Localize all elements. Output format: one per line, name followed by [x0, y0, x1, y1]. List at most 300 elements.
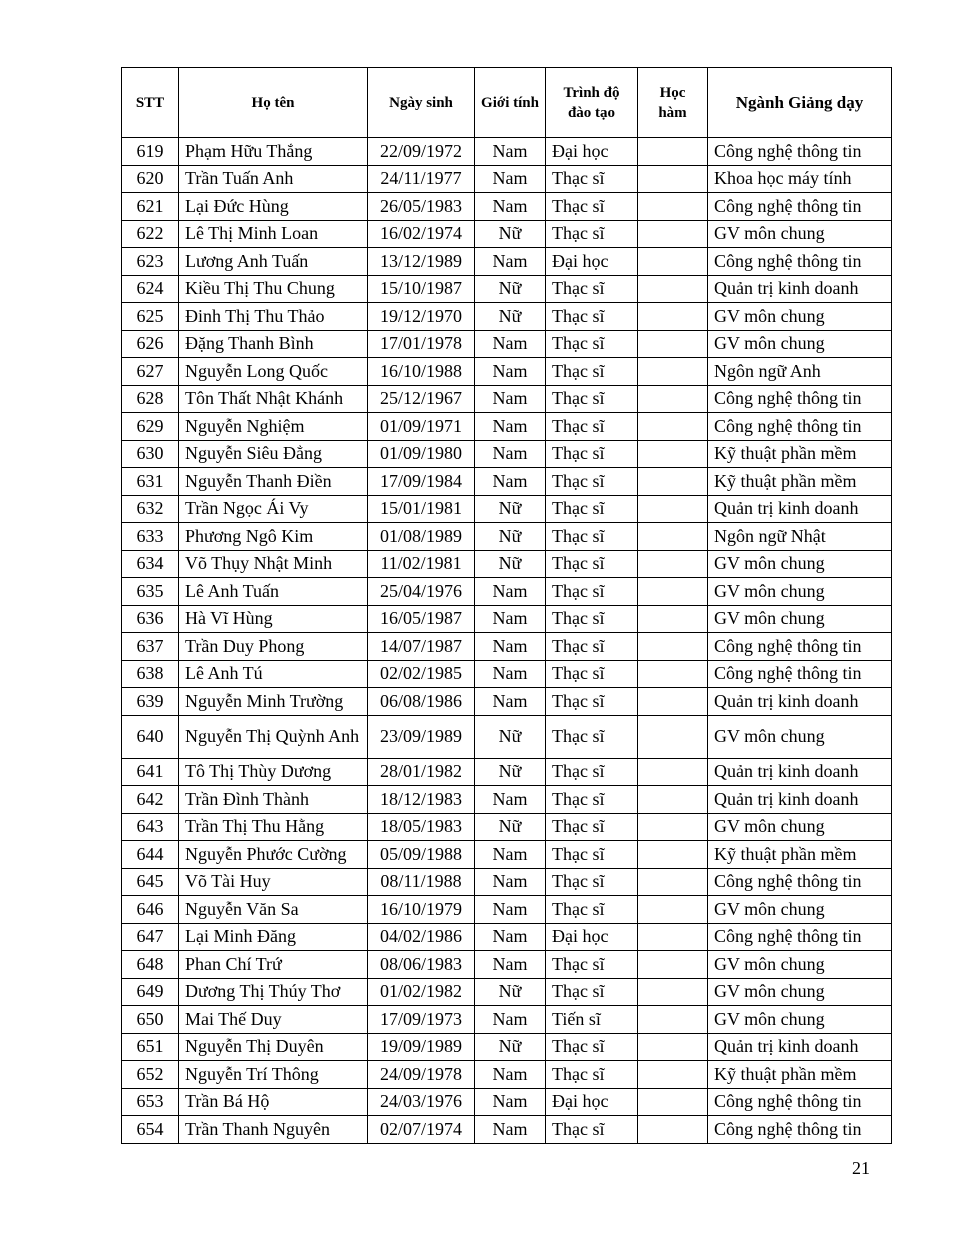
- cell-academic-title: [638, 468, 708, 496]
- cell-major: Công nghệ thông tin: [708, 385, 892, 413]
- cell-dob: 14/07/1987: [368, 633, 475, 661]
- cell-stt: 643: [122, 813, 179, 841]
- table-row: [122, 1061, 892, 1089]
- staff-table: [121, 67, 892, 1144]
- cell-dob: 08/11/1988: [368, 868, 475, 896]
- cell-degree: Thạc sĩ: [546, 951, 638, 979]
- cell-stt: 650: [122, 1006, 179, 1034]
- cell-gender: Nam: [475, 440, 546, 468]
- cell-dob: 06/08/1986: [368, 688, 475, 716]
- cell-dob: 11/02/1981: [368, 550, 475, 578]
- table-row: [122, 220, 892, 248]
- cell-degree: Thạc sĩ: [546, 413, 638, 441]
- cell-gender: Nam: [475, 1088, 546, 1116]
- cell-name: Lương Anh Tuấn: [179, 248, 368, 276]
- cell-gender: Nam: [475, 1116, 546, 1144]
- cell-degree: Thạc sĩ: [546, 220, 638, 248]
- cell-academic-title: [638, 330, 708, 358]
- cell-major: Quản trị kinh doanh: [708, 275, 892, 303]
- cell-stt: 634: [122, 550, 179, 578]
- header-row: [122, 68, 892, 138]
- cell-stt: 630: [122, 440, 179, 468]
- cell-academic-title: [638, 688, 708, 716]
- cell-gender: Nữ: [475, 758, 546, 786]
- cell-major: GV môn chung: [708, 1006, 892, 1034]
- cell-dob: 15/10/1987: [368, 275, 475, 303]
- cell-name: Trần Thanh Nguyên: [179, 1116, 368, 1144]
- cell-academic-title: [638, 165, 708, 193]
- table-row: [122, 978, 892, 1006]
- cell-major: Công nghệ thông tin: [708, 1088, 892, 1116]
- cell-degree: Thạc sĩ: [546, 1116, 638, 1144]
- table-row: [122, 413, 892, 441]
- cell-gender: Nam: [475, 688, 546, 716]
- cell-stt: 638: [122, 660, 179, 688]
- cell-stt: 644: [122, 841, 179, 869]
- cell-stt: 649: [122, 978, 179, 1006]
- cell-academic-title: [638, 275, 708, 303]
- table-row: [122, 605, 892, 633]
- cell-stt: 625: [122, 303, 179, 331]
- header-dob: Ngày sinh: [368, 68, 475, 138]
- cell-name: Nguyễn Long Quốc: [179, 358, 368, 386]
- cell-stt: 653: [122, 1088, 179, 1116]
- cell-gender: Nam: [475, 896, 546, 924]
- cell-degree: Tiến sĩ: [546, 1006, 638, 1034]
- cell-stt: 627: [122, 358, 179, 386]
- cell-gender: Nam: [475, 1006, 546, 1034]
- cell-name: Tô Thị Thùy Dương: [179, 758, 368, 786]
- cell-degree: Thạc sĩ: [546, 660, 638, 688]
- cell-stt: 636: [122, 605, 179, 633]
- cell-academic-title: [638, 303, 708, 331]
- cell-name: Nguyễn Thị Quỳnh Anh: [179, 715, 368, 758]
- cell-name: Kiều Thị Thu Chung: [179, 275, 368, 303]
- cell-major: Công nghệ thông tin: [708, 413, 892, 441]
- cell-dob: 18/05/1983: [368, 813, 475, 841]
- cell-name: Phan Chí Trứ: [179, 951, 368, 979]
- header-degree: Trình độ đào tạo: [546, 68, 638, 138]
- table-body: [122, 138, 892, 1144]
- header-stt: STT: [122, 68, 179, 138]
- cell-dob: 19/12/1970: [368, 303, 475, 331]
- cell-degree: Thạc sĩ: [546, 303, 638, 331]
- cell-degree: Thạc sĩ: [546, 786, 638, 814]
- cell-academic-title: [638, 978, 708, 1006]
- cell-gender: Nam: [475, 248, 546, 276]
- cell-academic-title: [638, 841, 708, 869]
- table-row: [122, 813, 892, 841]
- cell-dob: 24/11/1977: [368, 165, 475, 193]
- table-row: [122, 1116, 892, 1144]
- cell-major: Khoa học máy tính: [708, 165, 892, 193]
- table-header: [122, 68, 892, 138]
- cell-gender: Nam: [475, 358, 546, 386]
- cell-gender: Nữ: [475, 495, 546, 523]
- cell-academic-title: [638, 951, 708, 979]
- cell-major: GV môn chung: [708, 813, 892, 841]
- cell-major: Kỹ thuật phần mềm: [708, 440, 892, 468]
- cell-name: Nguyễn Trí Thông: [179, 1061, 368, 1089]
- table-row: [122, 275, 892, 303]
- cell-stt: 640: [122, 715, 179, 758]
- cell-academic-title: [638, 440, 708, 468]
- cell-gender: Nữ: [475, 715, 546, 758]
- cell-gender: Nam: [475, 660, 546, 688]
- cell-degree: Thạc sĩ: [546, 841, 638, 869]
- cell-gender: Nữ: [475, 303, 546, 331]
- cell-academic-title: [638, 523, 708, 551]
- cell-stt: 645: [122, 868, 179, 896]
- cell-name: Lê Anh Tuấn: [179, 578, 368, 606]
- cell-name: Mai Thế Duy: [179, 1006, 368, 1034]
- cell-major: GV môn chung: [708, 715, 892, 758]
- table-row: [122, 1033, 892, 1061]
- cell-stt: 626: [122, 330, 179, 358]
- cell-dob: 01/09/1971: [368, 413, 475, 441]
- cell-academic-title: [638, 1088, 708, 1116]
- cell-major: GV môn chung: [708, 951, 892, 979]
- table-row: [122, 688, 892, 716]
- cell-degree: Thạc sĩ: [546, 495, 638, 523]
- cell-dob: 01/08/1989: [368, 523, 475, 551]
- cell-degree: Đại học: [546, 248, 638, 276]
- page-number: 21: [852, 1158, 870, 1178]
- cell-dob: 02/07/1974: [368, 1116, 475, 1144]
- cell-name: Lê Anh Tú: [179, 660, 368, 688]
- cell-dob: 24/03/1976: [368, 1088, 475, 1116]
- table-row: [122, 660, 892, 688]
- cell-name: Hà Vĩ Hùng: [179, 605, 368, 633]
- cell-dob: 25/12/1967: [368, 385, 475, 413]
- cell-gender: Nam: [475, 951, 546, 979]
- cell-gender: Nam: [475, 578, 546, 606]
- cell-academic-title: [638, 605, 708, 633]
- cell-gender: Nam: [475, 786, 546, 814]
- cell-dob: 17/09/1973: [368, 1006, 475, 1034]
- cell-name: Lại Đức Hùng: [179, 193, 368, 221]
- cell-major: GV môn chung: [708, 605, 892, 633]
- cell-dob: 26/05/1983: [368, 193, 475, 221]
- cell-gender: Nữ: [475, 1033, 546, 1061]
- cell-major: Kỹ thuật phần mềm: [708, 1061, 892, 1089]
- cell-degree: Thạc sĩ: [546, 978, 638, 1006]
- cell-gender: Nam: [475, 923, 546, 951]
- cell-gender: Nam: [475, 413, 546, 441]
- cell-name: Võ Tài Huy: [179, 868, 368, 896]
- cell-stt: 642: [122, 786, 179, 814]
- table-row: [122, 303, 892, 331]
- cell-dob: 08/06/1983: [368, 951, 475, 979]
- cell-stt: 624: [122, 275, 179, 303]
- cell-academic-title: [638, 220, 708, 248]
- cell-dob: 13/12/1989: [368, 248, 475, 276]
- table-row: [122, 923, 892, 951]
- cell-major: Quản trị kinh doanh: [708, 758, 892, 786]
- cell-academic-title: [638, 786, 708, 814]
- cell-academic-title: [638, 923, 708, 951]
- cell-degree: Thạc sĩ: [546, 358, 638, 386]
- cell-stt: 654: [122, 1116, 179, 1144]
- cell-major: Quản trị kinh doanh: [708, 786, 892, 814]
- table-row: [122, 1088, 892, 1116]
- cell-stt: 621: [122, 193, 179, 221]
- cell-degree: Thạc sĩ: [546, 193, 638, 221]
- cell-degree: Thạc sĩ: [546, 275, 638, 303]
- cell-academic-title: [638, 813, 708, 841]
- cell-major: GV môn chung: [708, 303, 892, 331]
- cell-dob: 17/09/1984: [368, 468, 475, 496]
- cell-academic-title: [638, 715, 708, 758]
- cell-gender: Nữ: [475, 978, 546, 1006]
- cell-degree: Thạc sĩ: [546, 440, 638, 468]
- cell-gender: Nam: [475, 193, 546, 221]
- cell-major: Công nghệ thông tin: [708, 923, 892, 951]
- cell-degree: Thạc sĩ: [546, 896, 638, 924]
- cell-academic-title: [638, 868, 708, 896]
- cell-name: Võ Thụy Nhật Minh: [179, 550, 368, 578]
- cell-stt: 629: [122, 413, 179, 441]
- cell-dob: 19/09/1989: [368, 1033, 475, 1061]
- cell-gender: Nam: [475, 868, 546, 896]
- cell-name: Lại Minh Đăng: [179, 923, 368, 951]
- cell-academic-title: [638, 1116, 708, 1144]
- cell-name: Nguyễn Phước Cường: [179, 841, 368, 869]
- table-row: [122, 578, 892, 606]
- cell-name: Trần Ngọc Ái Vy: [179, 495, 368, 523]
- cell-dob: 23/09/1989: [368, 715, 475, 758]
- table-row: [122, 786, 892, 814]
- cell-stt: 633: [122, 523, 179, 551]
- cell-gender: Nữ: [475, 220, 546, 248]
- cell-gender: Nữ: [475, 523, 546, 551]
- cell-stt: 619: [122, 138, 179, 166]
- table-row: [122, 495, 892, 523]
- cell-degree: Thạc sĩ: [546, 330, 638, 358]
- cell-academic-title: [638, 413, 708, 441]
- cell-stt: 646: [122, 896, 179, 924]
- cell-gender: Nữ: [475, 275, 546, 303]
- cell-name: Phạm Hữu Thắng: [179, 138, 368, 166]
- cell-stt: 628: [122, 385, 179, 413]
- cell-name: Nguyễn Văn Sa: [179, 896, 368, 924]
- cell-degree: Thạc sĩ: [546, 165, 638, 193]
- cell-name: Nguyễn Thị Duyên: [179, 1033, 368, 1061]
- cell-gender: Nữ: [475, 550, 546, 578]
- cell-academic-title: [638, 495, 708, 523]
- cell-stt: 637: [122, 633, 179, 661]
- cell-dob: 01/02/1982: [368, 978, 475, 1006]
- cell-academic-title: [638, 1061, 708, 1089]
- cell-gender: Nam: [475, 138, 546, 166]
- cell-major: GV môn chung: [708, 220, 892, 248]
- cell-dob: 16/10/1979: [368, 896, 475, 924]
- cell-major: Quản trị kinh doanh: [708, 495, 892, 523]
- cell-gender: Nữ: [475, 813, 546, 841]
- table-row: [122, 330, 892, 358]
- cell-gender: Nam: [475, 385, 546, 413]
- cell-academic-title: [638, 550, 708, 578]
- cell-academic-title: [638, 138, 708, 166]
- cell-gender: Nam: [475, 633, 546, 661]
- table-row: [122, 440, 892, 468]
- table-row: [122, 468, 892, 496]
- table-row: [122, 385, 892, 413]
- table-row: [122, 951, 892, 979]
- table-row: [122, 165, 892, 193]
- table-row: [122, 868, 892, 896]
- cell-stt: 631: [122, 468, 179, 496]
- cell-degree: Đại học: [546, 923, 638, 951]
- table-row: [122, 358, 892, 386]
- cell-major: Công nghệ thông tin: [708, 1116, 892, 1144]
- cell-degree: Thạc sĩ: [546, 1033, 638, 1061]
- header-gender: Giới tính: [475, 68, 546, 138]
- cell-major: GV môn chung: [708, 896, 892, 924]
- table-row: [122, 633, 892, 661]
- cell-major: Công nghệ thông tin: [708, 633, 892, 661]
- cell-stt: 652: [122, 1061, 179, 1089]
- cell-major: GV môn chung: [708, 978, 892, 1006]
- cell-name: Trần Duy Phong: [179, 633, 368, 661]
- table-row: [122, 758, 892, 786]
- table-row: [122, 1006, 892, 1034]
- cell-degree: Thạc sĩ: [546, 578, 638, 606]
- table-row: [122, 896, 892, 924]
- cell-dob: 16/10/1988: [368, 358, 475, 386]
- cell-stt: 622: [122, 220, 179, 248]
- table-row: [122, 138, 892, 166]
- header-major: Ngành Giảng dạy: [708, 68, 892, 138]
- cell-stt: 651: [122, 1033, 179, 1061]
- cell-stt: 620: [122, 165, 179, 193]
- cell-dob: 28/01/1982: [368, 758, 475, 786]
- cell-stt: 639: [122, 688, 179, 716]
- table-row: [122, 523, 892, 551]
- cell-degree: Thạc sĩ: [546, 605, 638, 633]
- cell-dob: 04/02/1986: [368, 923, 475, 951]
- cell-degree: Thạc sĩ: [546, 715, 638, 758]
- cell-degree: Thạc sĩ: [546, 688, 638, 716]
- cell-academic-title: [638, 896, 708, 924]
- cell-dob: 16/05/1987: [368, 605, 475, 633]
- cell-name: Đặng Thanh Bình: [179, 330, 368, 358]
- cell-name: Nguyễn Siêu Đẳng: [179, 440, 368, 468]
- cell-major: Công nghệ thông tin: [708, 138, 892, 166]
- cell-academic-title: [638, 248, 708, 276]
- cell-name: Trần Bá Hộ: [179, 1088, 368, 1116]
- cell-major: Kỹ thuật phần mềm: [708, 468, 892, 496]
- cell-stt: 632: [122, 495, 179, 523]
- header-academic-title: Học hàm: [638, 68, 708, 138]
- table-row: [122, 715, 892, 758]
- cell-name: Lê Thị Minh Loan: [179, 220, 368, 248]
- cell-dob: 16/02/1974: [368, 220, 475, 248]
- table-row: [122, 248, 892, 276]
- cell-major: Ngôn ngữ Nhật: [708, 523, 892, 551]
- cell-name: Nguyễn Thanh Điền: [179, 468, 368, 496]
- cell-degree: Thạc sĩ: [546, 633, 638, 661]
- cell-major: Công nghệ thông tin: [708, 868, 892, 896]
- cell-name: Nguyễn Nghiệm: [179, 413, 368, 441]
- cell-stt: 648: [122, 951, 179, 979]
- cell-dob: 18/12/1983: [368, 786, 475, 814]
- cell-major: Kỹ thuật phần mềm: [708, 841, 892, 869]
- cell-academic-title: [638, 358, 708, 386]
- cell-major: Công nghệ thông tin: [708, 193, 892, 221]
- cell-major: GV môn chung: [708, 550, 892, 578]
- cell-name: Phương Ngô Kim: [179, 523, 368, 551]
- cell-stt: 623: [122, 248, 179, 276]
- cell-name: Nguyễn Minh Trường: [179, 688, 368, 716]
- cell-dob: 05/09/1988: [368, 841, 475, 869]
- cell-degree: Thạc sĩ: [546, 813, 638, 841]
- cell-name: Trần Tuấn Anh: [179, 165, 368, 193]
- cell-dob: 17/01/1978: [368, 330, 475, 358]
- cell-academic-title: [638, 758, 708, 786]
- cell-degree: Đại học: [546, 138, 638, 166]
- cell-degree: Đại học: [546, 1088, 638, 1116]
- cell-gender: Nam: [475, 330, 546, 358]
- cell-dob: 01/09/1980: [368, 440, 475, 468]
- cell-stt: 635: [122, 578, 179, 606]
- cell-dob: 15/01/1981: [368, 495, 475, 523]
- cell-major: Công nghệ thông tin: [708, 660, 892, 688]
- cell-gender: Nam: [475, 165, 546, 193]
- table-row: [122, 550, 892, 578]
- cell-major: Ngôn ngữ Anh: [708, 358, 892, 386]
- cell-major: GV môn chung: [708, 578, 892, 606]
- cell-academic-title: [638, 1033, 708, 1061]
- table-row: [122, 841, 892, 869]
- cell-academic-title: [638, 633, 708, 661]
- cell-degree: Thạc sĩ: [546, 758, 638, 786]
- cell-major: Quản trị kinh doanh: [708, 688, 892, 716]
- cell-name: Tôn Thất Nhật Khánh: [179, 385, 368, 413]
- cell-name: Dương Thị Thúy Thơ: [179, 978, 368, 1006]
- cell-stt: 641: [122, 758, 179, 786]
- cell-stt: 647: [122, 923, 179, 951]
- table-row: [122, 193, 892, 221]
- cell-degree: Thạc sĩ: [546, 468, 638, 496]
- cell-degree: Thạc sĩ: [546, 550, 638, 578]
- cell-dob: 25/04/1976: [368, 578, 475, 606]
- cell-gender: Nam: [475, 605, 546, 633]
- cell-dob: 22/09/1972: [368, 138, 475, 166]
- cell-academic-title: [638, 578, 708, 606]
- cell-name: Trần Thị Thu Hằng: [179, 813, 368, 841]
- cell-major: Quản trị kinh doanh: [708, 1033, 892, 1061]
- cell-dob: 02/02/1985: [368, 660, 475, 688]
- cell-degree: Thạc sĩ: [546, 385, 638, 413]
- cell-name: Đinh Thị Thu Thảo: [179, 303, 368, 331]
- cell-academic-title: [638, 385, 708, 413]
- cell-degree: Thạc sĩ: [546, 1061, 638, 1089]
- cell-academic-title: [638, 1006, 708, 1034]
- cell-gender: Nam: [475, 468, 546, 496]
- cell-academic-title: [638, 193, 708, 221]
- cell-major: Công nghệ thông tin: [708, 248, 892, 276]
- cell-degree: Thạc sĩ: [546, 868, 638, 896]
- cell-name: Trần Đình Thành: [179, 786, 368, 814]
- header-name: Họ tên: [179, 68, 368, 138]
- cell-major: GV môn chung: [708, 330, 892, 358]
- cell-gender: Nam: [475, 1061, 546, 1089]
- cell-academic-title: [638, 660, 708, 688]
- cell-dob: 24/09/1978: [368, 1061, 475, 1089]
- cell-gender: Nam: [475, 841, 546, 869]
- cell-degree: Thạc sĩ: [546, 523, 638, 551]
